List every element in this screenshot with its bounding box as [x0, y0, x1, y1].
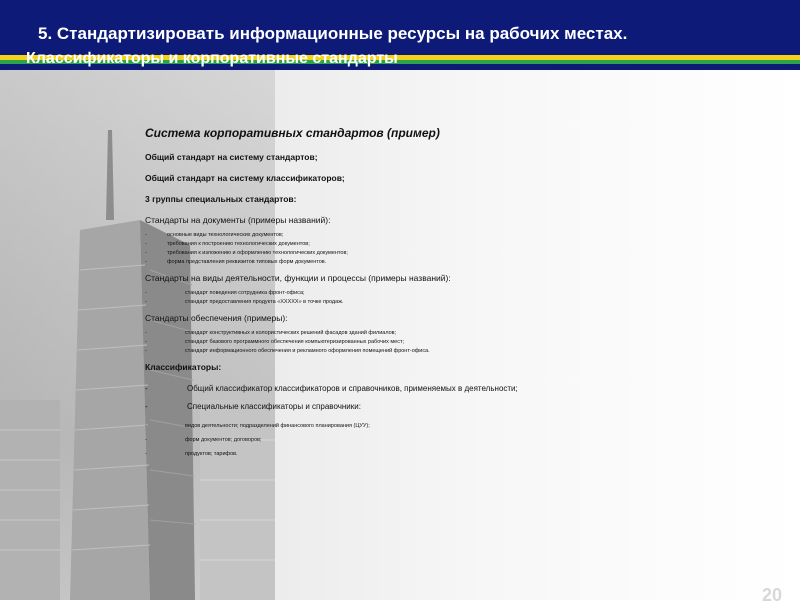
group1-title: Стандарты на документы (примеры названий):	[145, 215, 331, 225]
slide-content	[145, 120, 795, 465]
slide-title-line1: 5. Стандартизировать информационные ресурсы на рабочих местах.	[38, 24, 628, 43]
list-item: - стандарт предоставления продукта «ХХХХХ» в точке продаж.	[145, 299, 344, 305]
list-item: - стандарт базового программного обеспечения компьютеризированных рабочих мест;	[145, 339, 404, 345]
classifier-sub-list	[145, 419, 795, 461]
list-item: - требования к изложению и оформлению технологических документов;	[145, 250, 348, 256]
list-item: - видов деятельности; подразделений финансового планирования (ЦУУ);	[145, 423, 370, 429]
list-item: - форм документов; договоров;	[145, 437, 262, 443]
list-item: - Общий классификатор классификаторов и справочников, применяемых в деятельности;	[145, 384, 518, 393]
group3-title: Стандарты обеспечения (примеры):	[145, 313, 288, 323]
list-item: - Специальные классификаторы и справочники:	[145, 402, 361, 411]
list-item: - основные виды технологических документов;	[145, 232, 284, 238]
item-classifier-standard: Общий стандарт на систему классификаторов;	[145, 173, 345, 183]
group2-title: Стандарты на виды деятельности, функции и процессы (примеры названий):	[145, 273, 451, 283]
slide-title-line2: Классификаторы и корпоративные стандарты	[26, 50, 398, 67]
group3-list	[145, 329, 795, 356]
list-item: - продуктов; тарифов.	[145, 451, 238, 457]
list-item: - стандарт информационного обеспечения и рекламного оформления помещений фронт-офиса.	[145, 348, 430, 354]
list-item: - требования к построению технологических документов;	[145, 241, 310, 247]
page-number: 20	[761, 585, 782, 605]
list-item: - стандарт конструктивных и колористических решений фасадов зданий филиалов;	[145, 330, 397, 336]
item-general-standard: Общий стандарт на систему стандартов;	[145, 152, 318, 162]
classifiers-title: Классификаторы:	[145, 362, 222, 372]
list-item: - форма представления реквизитов типовых форм документов.	[145, 259, 327, 265]
item-special-groups: 3 группы специальных стандартов:	[145, 194, 297, 204]
slide-header	[0, 0, 800, 70]
group1-list	[145, 231, 795, 267]
content-heading: Система корпоративных стандартов (пример)	[145, 126, 440, 140]
list-item: - стандарт поведения сотрудника фронт-офиса;	[145, 290, 305, 296]
group2-list	[145, 289, 795, 307]
